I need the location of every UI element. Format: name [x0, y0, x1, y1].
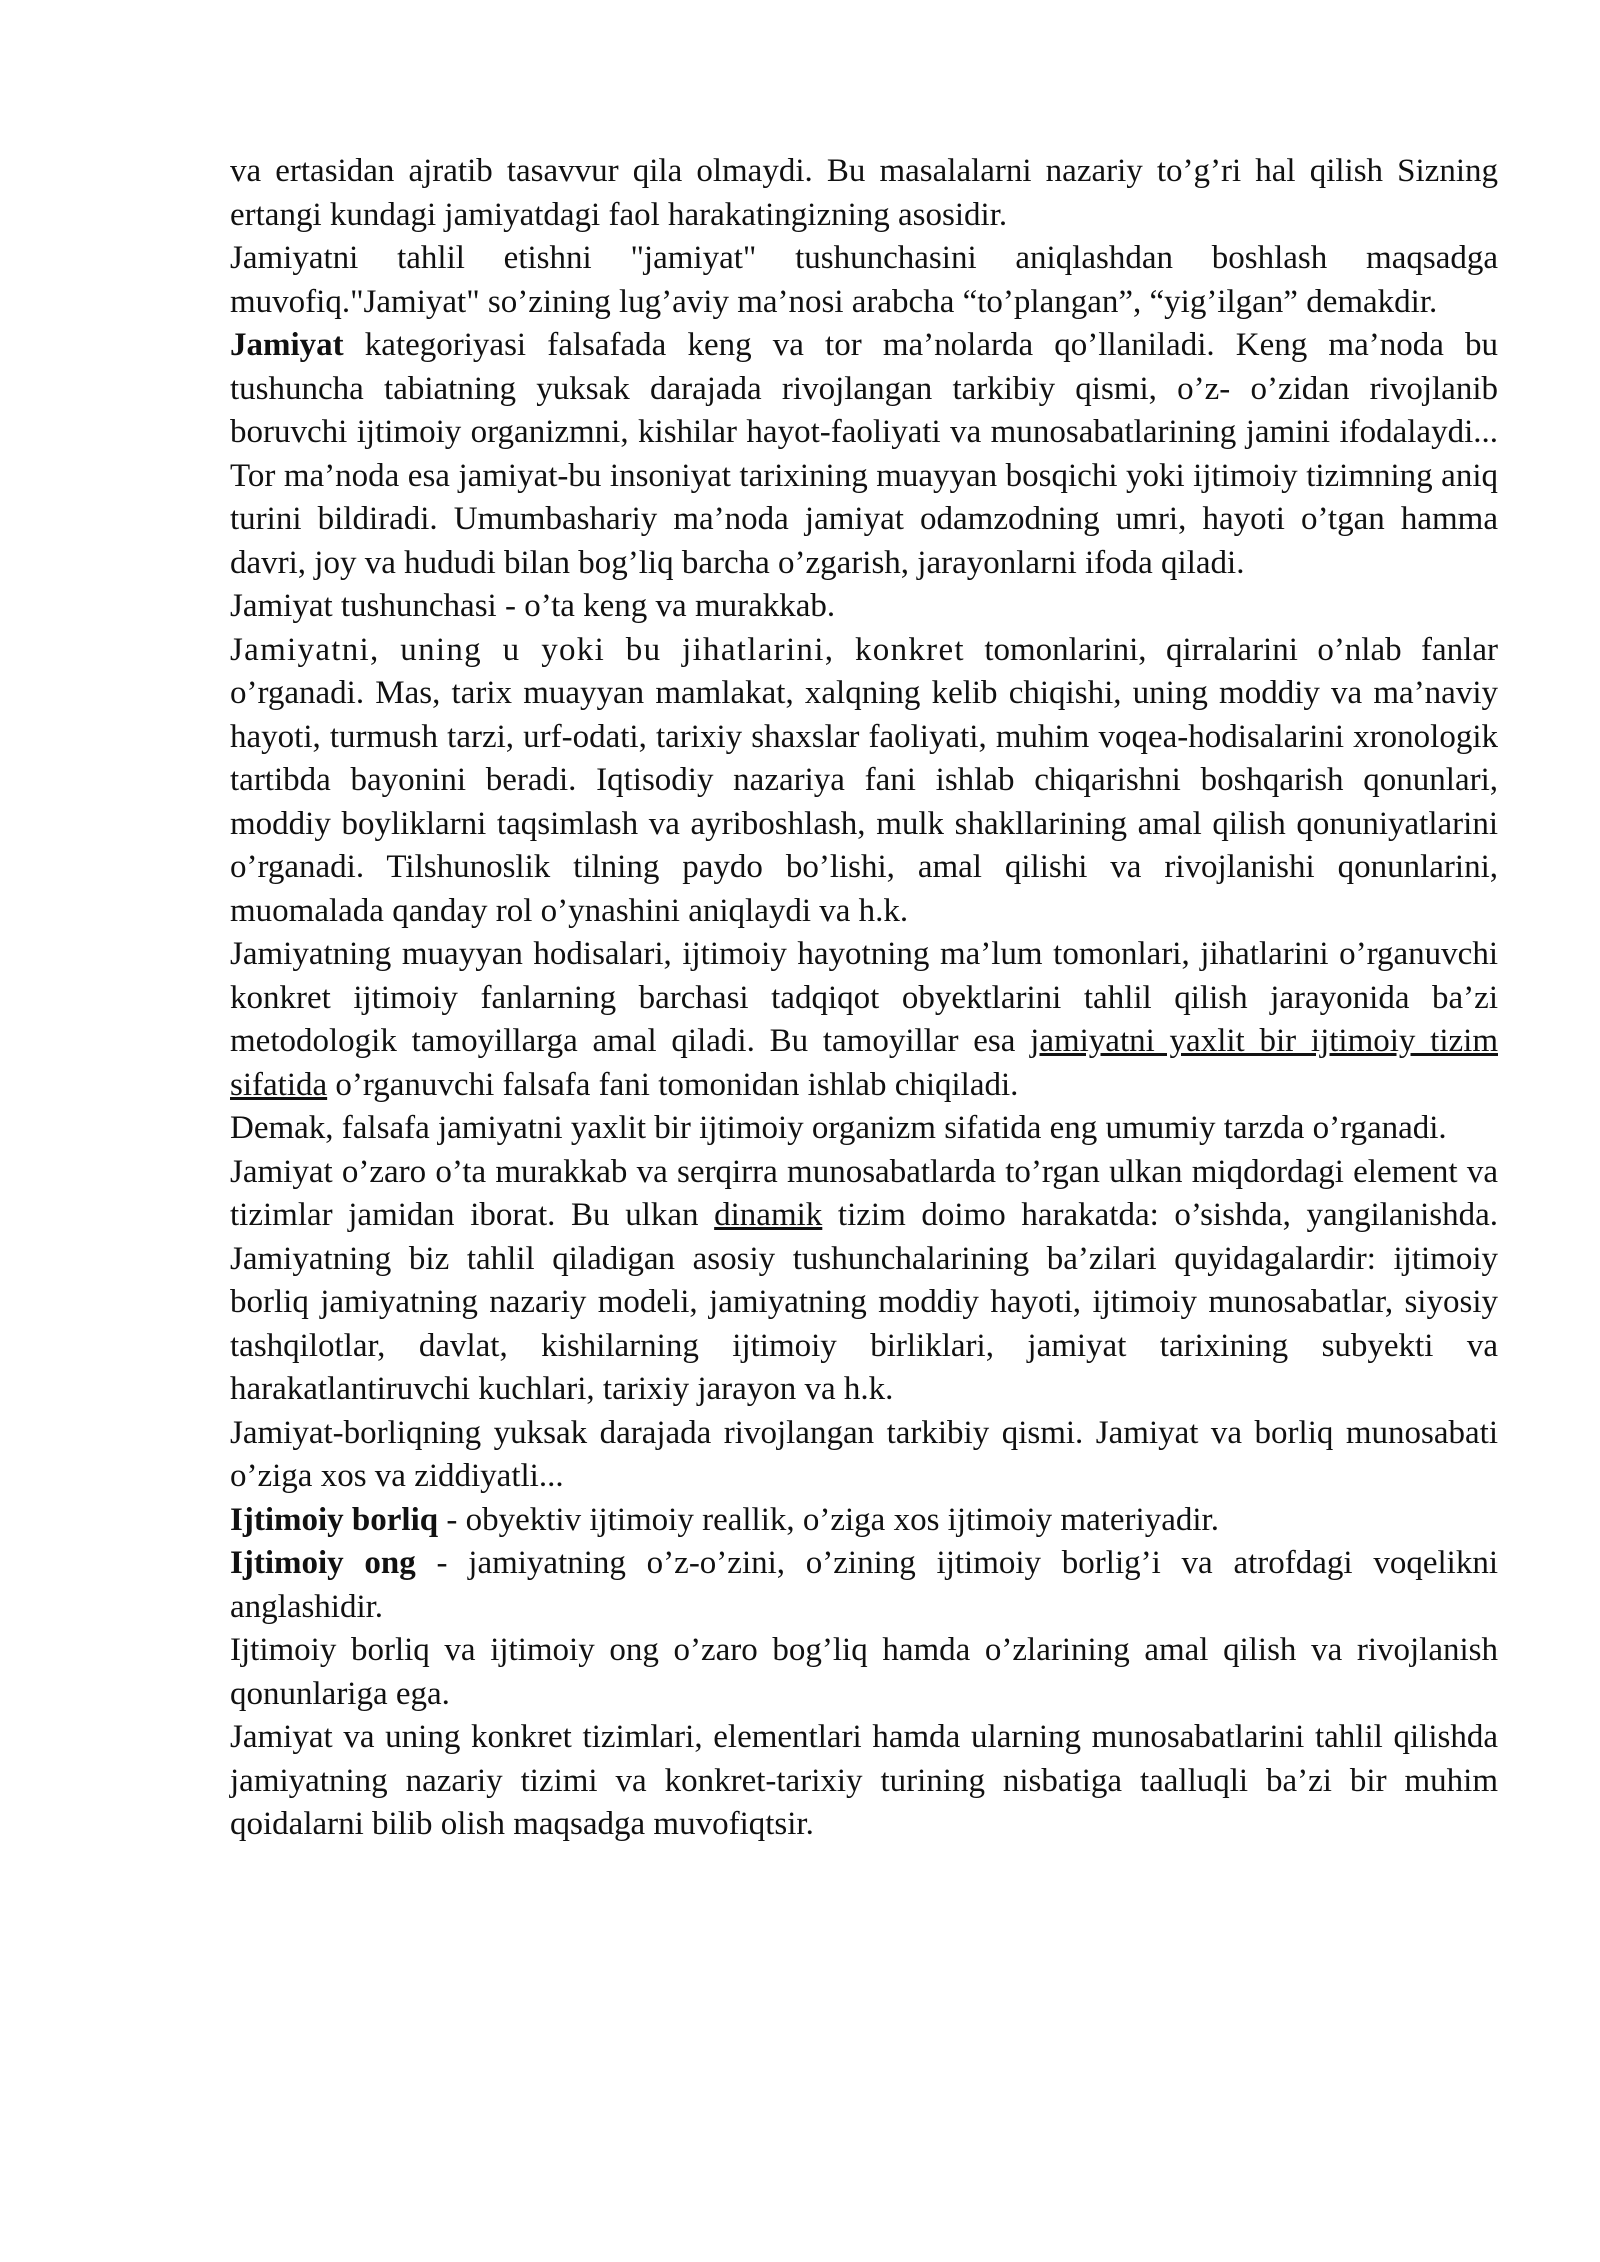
paragraph-text: Jamiyatning muayyan hodisalari, ijtimoiy hayotning ma’lum tomonlari, jihatlarini o’rganuvchi konkret ijtimoiy fanlarning barchasi tadqiqot obyektlarini tahlil qilish jarayonida ba’zi metodologik tamoyillarga amal qiladi. Bu tamoyillar esa [230, 936, 1498, 1059]
paragraph-6 [230, 933, 1498, 1107]
paragraph-3 [230, 324, 1498, 585]
paragraph-text: Ijtimoiy borliq va ijtimoiy ong o’zaro bog’liq hamda o’zlarining amal qilish va rivojlanish qonunlariga ega. [230, 1632, 1498, 1712]
paragraph-text: Jamiyat-borliqning yuksak darajada rivojlangan tarkibiy qismi. Jamiyat va borliq munosabati o’ziga xos va ziddiyatli... [230, 1414, 1498, 1494]
paragraph-text: Jamiyatni tahlil etishni "jamiyat" tushunchasini aniqlashdan boshlash maqsadga muvofiq."Jamiyat" so’zining lug’aviy ma’nosi arabcha “to’plangan”, “yig’ilgan” demakdir. [230, 240, 1498, 320]
paragraph-text: tizim doimo harakatda: o’sishda, yangilanishda. Jamiyatning biz tahlil qiladigan asosiy tushunchalarining ba’zilari quyidagalardir: ijtimoiy borliq jamiyatning nazariy modeli, jamiyatning moddiy hayoti, ijtimoiy munosabatlar, siyosiy tashqilotlar, davlat, kishilarning ijtimoiy birliklari, jamiyat tarixining subyekti va harakatlantiruvchi kuchlari, tarixiy jarayon va h.k. [230, 1197, 1498, 1407]
paragraph-9 [230, 1412, 1498, 1499]
paragraph-text: Jamiyat o’zaro o’ta murakkab va serqirra munosabatlarda to’rgan ulkan miqdordagi element va tizimlar jamidan iborat. Bu ulkan [230, 1153, 1498, 1233]
paragraph-text: tomonlarini, qirralarini o’nlab fanlar o’rganadi. Mas, tarix muayyan mamlakat, xalqning kelib chiqishi, uning moddiy va ma’naviy hayoti, turmush tarzi, urf-odati, tarixiy shaxslar faoliyati, muhim voqea-hodisalarini xronologik tartibda bayonini beradi. Iqtisodiy nazariya fani ishlab chiqarishni boshqarish qonunlari, moddiy boyliklarni taqsimlash va ayriboshlash, mulk shakllarining amal qilish qonuniyatlarini o’rganadi. Tilshunoslik tilning paydo bo’lishi, amal qilishi va rivojlanishi qonunlarini, muomalada qanday rol o’ynashini aniqlaydi va h.k. [230, 631, 1498, 929]
paragraph-13 [230, 1716, 1498, 1847]
underlined-link-jamiyatni-yaxlit[interactable]: jamiyatni yaxlit bir ijtimoiy tizim sifatida [230, 1023, 1498, 1103]
bold-term-ijtimoiy-borliq: Ijtimoiy borliq [230, 1501, 439, 1538]
paragraph-text: Demak, falsafa jamiyatni yaxlit bir ijtimoiy organizm sifatida eng umumiy tarzda o’rganadi. [230, 1110, 1447, 1146]
paragraph-1 [230, 150, 1498, 237]
paragraph-12 [230, 1629, 1498, 1716]
paragraph-text: - obyektiv ijtimoiy reallik, o’ziga xos ijtimoiy materiyadir. [438, 1501, 1219, 1538]
paragraph-4 [230, 585, 1498, 629]
document-page [230, 150, 1498, 1847]
paragraph-2 [230, 237, 1498, 324]
paragraph-8 [230, 1151, 1498, 1412]
letter-spaced-text: Jamiyatni, uning u yoki bu jihatlarini, konkret [230, 631, 965, 668]
paragraph-text: o’rganuvchi falsafa fani tomonidan ishlab chiqiladi. [327, 1066, 1019, 1103]
paragraph-7 [230, 1107, 1498, 1151]
paragraph-text: va ertasidan ajratib tasavvur qila olmaydi. Bu masalalarni nazariy to’g’ri hal qilish Sizning ertangi kundagi jamiyatdagi faol harakatingizning asosidir. [230, 153, 1498, 233]
paragraph-10 [230, 1499, 1498, 1543]
bold-term-ijtimoiy-ong: Ijtimoiy ong [230, 1545, 416, 1581]
paragraph-text: - jamiyatning o’z-o’zini, o’zining ijtimoiy borlig’i va atrofdagi voqelikni anglashidir. [230, 1545, 1498, 1625]
paragraph-text: Jamiyat tushunchasi - o’ta keng va murakkab. [230, 588, 836, 624]
paragraph-5 [230, 629, 1498, 934]
paragraph-text: kategoriyasi falsafada keng va tor ma’nolarda qo’llaniladi. Keng ma’noda bu tushuncha tabiatning yuksak darajada rivojlangan tarkibiy qismi, o’z- o’zidan rivojlanib boruvchi ijtimoiy organizmni, kishilar hayot-faoliyati va munosabatlarining jamini ifodalaydi... Tor ma’noda esa jamiyat-bu insoniyat tarixining muayyan bosqichi yoki ijtimoiy tizimning aniq turini bildiradi. Umumbashariy ma’noda jamiyat odamzodning umri, hayoti o’tgan hamma davri, joy va hududi bilan bog’liq barcha o’zgarish, jarayonlarni ifoda qiladi. [230, 327, 1498, 581]
paragraph-11 [230, 1542, 1498, 1629]
paragraph-text: Jamiyat va uning konkret tizimlari, elementlari hamda ularning munosabatlarini tahlil qilishda jamiyatning nazariy tizimi va konkret-tarixiy turining nisbatiga taalluqli ba’zi bir muhim qoidalarni bilib olish maqsadga muvofiqtsir. [230, 1719, 1498, 1842]
bold-term-jamiyat: Jamiyat [230, 327, 344, 363]
underlined-link-dinamik[interactable]: dinamik [714, 1197, 823, 1233]
